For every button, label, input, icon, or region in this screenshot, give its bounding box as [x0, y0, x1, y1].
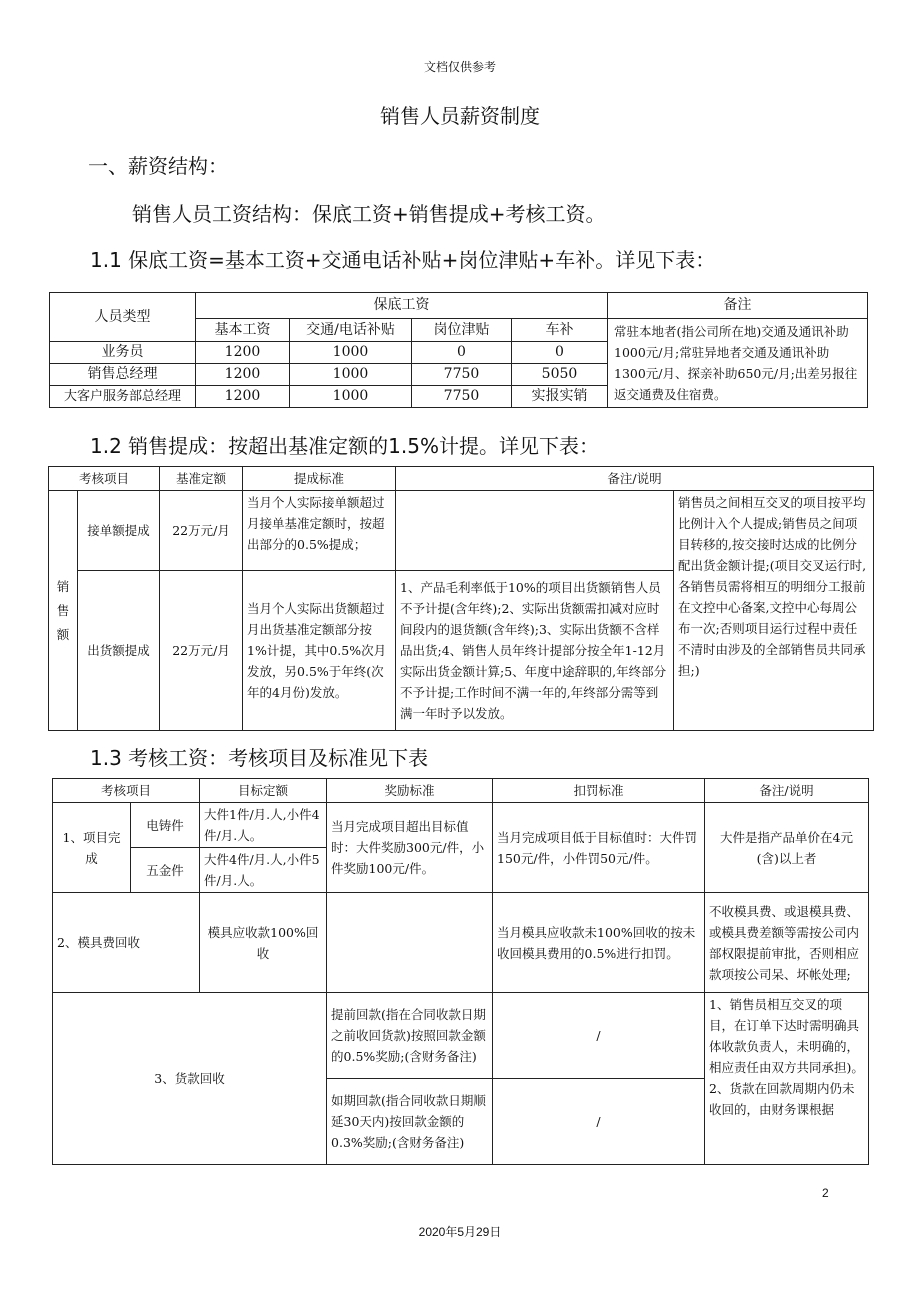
- document-title: 销售人员薪资制度: [380, 104, 540, 128]
- phone-allowance: 1000: [290, 342, 412, 364]
- person-type: 业务员: [50, 342, 196, 364]
- header-note: 文档仅供参考: [423, 60, 496, 74]
- project-remarks: 大件是指产品单价在4元(含)以上者: [705, 803, 869, 893]
- cross-project-note: 销售员之间相互交叉的项目按平均比例计入个人提成;销售员之间项目转移的,按交接时达成的比例分配出货金额计提;(项目交叉运行时,各销售员需将相互的明细分工报前在文控中心备案,文控中心每周公布一次;否则项目运行过程中责任不清时由涉及的全部销售员共同承担;): [674, 491, 874, 731]
- header-phone-allowance: 交通/电话补贴: [290, 319, 412, 342]
- phone-allowance: 1000: [290, 364, 412, 386]
- shipment-commission-standard: 当月个人实际出货额超过月出货基准定额部分按1%计提，其中0.5%次月发放，另0.5%于年终(次年的4月份)发放。: [243, 571, 396, 731]
- salary-structure-intro: 销售人员工资结构：保底工资+销售提成+考核工资。: [132, 202, 606, 226]
- early-payment-penalty: /: [493, 993, 705, 1079]
- mold-fee-remarks: 不收模具费、或退模具费、或模具费差额等需按公司内部权限提前审批，否则相应款项按公司呆、坏帐处理;: [705, 893, 869, 993]
- payment-collection-label: 3、货款回收: [53, 993, 327, 1165]
- basic-wage: 1200: [196, 342, 290, 364]
- early-payment-reward: 提前回款(指在合同收款日期之前收回货款)按照回款金额的0.5%奖励;(含财务备注): [327, 993, 493, 1079]
- project-penalty: 当月完成项目低于目标值时：大件罚150元/件，小件罚50元/件。: [493, 803, 705, 893]
- mold-fee-reward: [327, 893, 493, 993]
- page-number: 2: [822, 1186, 829, 1200]
- header-person-type: 人员类型: [50, 293, 196, 342]
- order-quota: 22万元/月: [160, 491, 243, 571]
- assessment-table: [52, 778, 869, 1165]
- basic-wage: 1200: [196, 364, 290, 386]
- car-allowance: 5050: [512, 364, 608, 386]
- payment-collection-remarks: 1、销售员相互交叉的项目，在订单下达时需明确具体收款负责人，未明确的，相应责任由双方共同承担)。2、货款在回款周期内仍未收回的，由财务课根据: [705, 993, 869, 1165]
- header-assessment-item: 考核项目: [49, 467, 160, 491]
- shipment-remarks: 1、产品毛利率低于10%的项目出货额销售人员不予计提(含年终);2、实际出货额需扣减对应时间段内的退货额(含年终);3、实际出货额不含样品出货;4、销售人员年终计提部分按全年1-12月实际出货金额计算;5、年度中途辞职的,年终部分不予计提;工作时间不满一年的,年终部分需等到满一年时予以发放。: [396, 571, 674, 731]
- header-basic-wage: 基本工资: [196, 319, 290, 342]
- car-allowance: 0: [512, 342, 608, 364]
- hardware-label: 五金件: [131, 848, 200, 893]
- person-type: 大客户服务部总经理: [50, 386, 196, 408]
- phone-allowance: 1000: [290, 386, 412, 408]
- shipment-quota: 22万元/月: [160, 571, 243, 731]
- order-remarks: [396, 491, 674, 571]
- header-penalty: 扣罚标准: [493, 779, 705, 803]
- heading-1-3-assessment-wage: 1.3 考核工资：考核项目及标准见下表: [90, 746, 429, 770]
- order-commission-label: 接单额提成: [78, 491, 160, 571]
- hardware-target: 大件4件/月.人,小件5件/月.人。: [200, 848, 327, 893]
- header-note: 备注: [608, 293, 868, 319]
- group-sales-amount: 销售额: [49, 491, 78, 731]
- post-allowance: 7750: [412, 364, 512, 386]
- mold-fee-penalty: 当月模具应收款未100%回收的按未收回模具费用的0.5%进行扣罚。: [493, 893, 705, 993]
- footer-date: 2020年5月29日: [418, 1225, 502, 1239]
- header-post-allowance: 岗位津贴: [412, 319, 512, 342]
- electroform-label: 电铸件: [131, 803, 200, 848]
- header-assessment-item: 考核项目: [53, 779, 200, 803]
- header-remarks: 备注/说明: [396, 467, 874, 491]
- base-salary-note: 常驻本地者(指公司所在地)交通及通讯补助1000元/月;常驻异地者交通及通讯补助1300元/月、探亲补助650元/月;出差另报往返交通费及住宿费。: [608, 319, 868, 408]
- header-target: 目标定额: [200, 779, 327, 803]
- ontime-payment-penalty: /: [493, 1079, 705, 1165]
- person-type: 销售总经理: [50, 364, 196, 386]
- header-base-quota: 基准定额: [160, 467, 243, 491]
- project-reward: 当月完成项目超出目标值时：大件奖励300元/件，小件奖励100元/件。: [327, 803, 493, 893]
- base-salary-table: [49, 292, 868, 408]
- mold-fee-label: 2、模具费回收: [53, 893, 200, 993]
- header-base-salary: 保底工资: [196, 293, 608, 319]
- ontime-payment-reward: 如期回款(指合同收款日期顺延30天内)按回款金额的0.3%奖励;(含财务备注): [327, 1079, 493, 1165]
- header-reward: 奖励标准: [327, 779, 493, 803]
- project-completion-label: 1、项目完成: [53, 803, 131, 893]
- header-car-allowance: 车补: [512, 319, 608, 342]
- mold-fee-target: 模具应收款100%回收: [200, 893, 327, 993]
- heading-1-2-sales-commission: 1.2 销售提成：按超出基准定额的1.5%计提。详见下表：: [90, 434, 599, 458]
- sales-commission-table: [48, 466, 874, 731]
- car-allowance: 实报实销: [512, 386, 608, 408]
- electroform-target: 大件1件/月.人,小件4件/月.人。: [200, 803, 327, 848]
- basic-wage: 1200: [196, 386, 290, 408]
- order-commission-standard: 当月个人实际接单额超过月接单基准定额时，按超出部分的0.5%提成；: [243, 491, 396, 571]
- post-allowance: 0: [412, 342, 512, 364]
- post-allowance: 7750: [412, 386, 512, 408]
- section-heading-salary-structure: 一、薪资结构：: [88, 154, 228, 178]
- header-commission-standard: 提成标准: [243, 467, 396, 491]
- heading-1-1-base-salary: 1.1 保底工资=基本工资+交通电话补贴+岗位津贴+车补。详见下表：: [90, 248, 716, 272]
- shipment-commission-label: 出货额提成: [78, 571, 160, 731]
- header-remarks: 备注/说明: [705, 779, 869, 803]
